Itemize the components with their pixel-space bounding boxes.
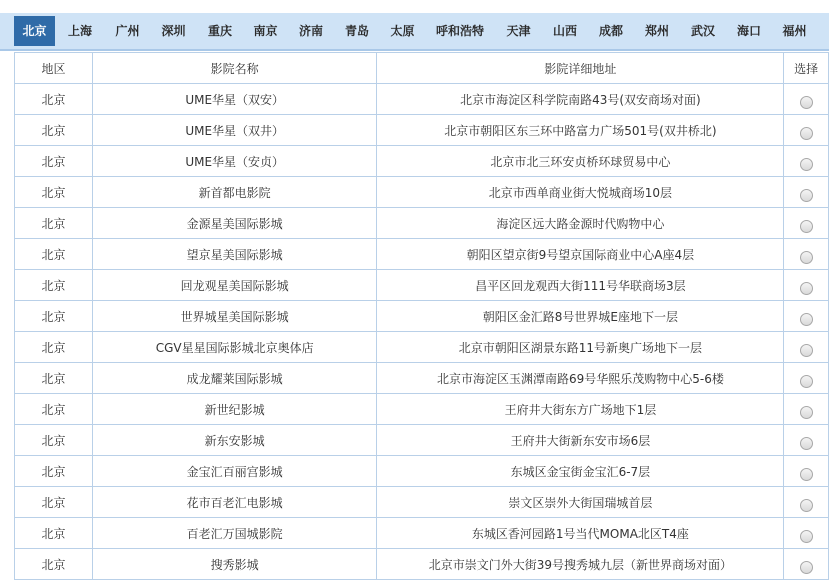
- cell-name: 望京星美国际影城: [92, 239, 376, 270]
- city-tab-wuhan[interactable]: 武汉: [690, 24, 715, 38]
- table-row: [15, 270, 829, 301]
- select-radio-button[interactable]: [800, 158, 813, 171]
- cell-region: 北京: [15, 487, 93, 518]
- cell-select: [784, 425, 829, 456]
- cell-select: [784, 456, 829, 487]
- cell-address: 北京市朝阳区东三环中路富力广场501号(双井桥北): [377, 115, 784, 146]
- cell-name: 金宝汇百丽宫影城: [92, 456, 376, 487]
- cell-name: 新世纪影城: [92, 394, 376, 425]
- cell-region: 北京: [15, 208, 93, 239]
- table-row: [15, 363, 829, 394]
- table-row: [15, 332, 829, 363]
- select-radio-button[interactable]: [800, 437, 813, 450]
- cell-region: 北京: [15, 425, 93, 456]
- cell-address: 北京市海淀区玉渊潭南路69号华熙乐茂购物中心5-6楼: [377, 363, 784, 394]
- table-row: [15, 487, 829, 518]
- city-tab-haikou[interactable]: 海口: [736, 24, 761, 38]
- cell-region: 北京: [15, 177, 93, 208]
- cell-address: 王府井大街新东安市场6层: [377, 425, 784, 456]
- table-row: [15, 456, 829, 487]
- cell-address: 昌平区回龙观西大街111号华联商场3层: [377, 270, 784, 301]
- select-radio-button[interactable]: [800, 282, 813, 295]
- cell-select: [784, 115, 829, 146]
- cell-address: 北京市朝阳区湖景东路11号新奥广场地下一层: [377, 332, 784, 363]
- cinema-table: [14, 52, 829, 580]
- cell-region: 北京: [15, 518, 93, 549]
- city-tab-guangzhou[interactable]: 广州: [115, 24, 140, 38]
- table-body: [15, 84, 829, 580]
- table-row: [15, 425, 829, 456]
- city-tab-zhengzhou[interactable]: 郑州: [644, 24, 669, 38]
- cell-region: 北京: [15, 115, 93, 146]
- table-row: [15, 115, 829, 146]
- cell-region: 北京: [15, 394, 93, 425]
- city-tab-nanjing[interactable]: 南京: [253, 24, 278, 38]
- cell-address: 朝阳区望京街9号望京国际商业中心A座4层: [377, 239, 784, 270]
- city-tab-fuzhou[interactable]: 福州: [782, 24, 807, 38]
- table-row: [15, 549, 829, 580]
- cell-region: 北京: [15, 549, 93, 580]
- city-tab-shanxi[interactable]: 山西: [552, 24, 577, 38]
- select-radio-button[interactable]: [800, 468, 813, 481]
- cell-name: 世界城星美国际影城: [92, 301, 376, 332]
- cell-region: 北京: [15, 456, 93, 487]
- select-radio-button[interactable]: [800, 561, 813, 574]
- table-header-row: [15, 53, 829, 84]
- cell-name: UME华星（安贞）: [92, 146, 376, 177]
- city-tab-shanghai[interactable]: 上海: [67, 24, 92, 38]
- cell-select: [784, 146, 829, 177]
- cell-region: 北京: [15, 270, 93, 301]
- select-radio-button[interactable]: [800, 220, 813, 233]
- cell-name: 花市百老汇电影城: [92, 487, 376, 518]
- cell-select: [784, 270, 829, 301]
- cell-region: 北京: [15, 239, 93, 270]
- column-header-address: 影院详细地址: [377, 53, 784, 84]
- select-radio-button[interactable]: [800, 96, 813, 109]
- city-tab-chengdu[interactable]: 成都: [598, 24, 623, 38]
- table-row: [15, 146, 829, 177]
- table-row: [15, 208, 829, 239]
- city-tab-chongqing[interactable]: 重庆: [207, 24, 232, 38]
- cell-name: CGV星星国际影城北京奥体店: [92, 332, 376, 363]
- table-row: [15, 239, 829, 270]
- cell-name: 新首都电影院: [92, 177, 376, 208]
- city-tab-beijing[interactable]: 北京: [14, 16, 55, 46]
- select-radio-button[interactable]: [800, 530, 813, 543]
- city-tab-jinan[interactable]: 济南: [298, 24, 323, 38]
- cell-select: [784, 394, 829, 425]
- cell-select: [784, 518, 829, 549]
- column-header-region: 地区: [15, 53, 93, 84]
- select-radio-button[interactable]: [800, 375, 813, 388]
- cell-name: 搜秀影城: [92, 549, 376, 580]
- select-radio-button[interactable]: [800, 344, 813, 357]
- city-tab-qingdao[interactable]: 青岛: [344, 24, 369, 38]
- cell-address: 朝阳区金汇路8号世界城E座地下一层: [377, 301, 784, 332]
- cell-select: [784, 239, 829, 270]
- cell-select: [784, 84, 829, 115]
- column-header-select: 选择: [784, 53, 829, 84]
- cell-region: 北京: [15, 84, 93, 115]
- cell-region: 北京: [15, 301, 93, 332]
- cell-name: 成龙耀莱国际影城: [92, 363, 376, 394]
- cell-address: 东城区金宝街金宝汇6-7层: [377, 456, 784, 487]
- cell-address: 北京市崇文门外大街39号搜秀城九层（新世界商场对面）: [377, 549, 784, 580]
- cell-address: 北京市北三环安贞桥环球贸易中心: [377, 146, 784, 177]
- cell-select: [784, 332, 829, 363]
- cell-address: 海淀区远大路金源时代购物中心: [377, 208, 784, 239]
- select-radio-button[interactable]: [800, 127, 813, 140]
- table-row: [15, 394, 829, 425]
- cell-select: [784, 487, 829, 518]
- table-row: [15, 301, 829, 332]
- cell-name: 金源星美国际影城: [92, 208, 376, 239]
- cell-select: [784, 208, 829, 239]
- table-row: [15, 177, 829, 208]
- cell-select: [784, 177, 829, 208]
- cell-region: 北京: [15, 332, 93, 363]
- select-radio-button[interactable]: [800, 499, 813, 512]
- city-tab-taiyuan[interactable]: 太原: [390, 24, 415, 38]
- cell-select: [784, 301, 829, 332]
- cell-name: 新东安影城: [92, 425, 376, 456]
- cell-region: 北京: [15, 146, 93, 177]
- city-tab-bar: [0, 13, 829, 51]
- cell-address: 崇文区崇外大街国瑞城首层: [377, 487, 784, 518]
- city-tab-tianjin[interactable]: 天津: [506, 24, 531, 38]
- cell-address: 东城区香河园路1号当代MOMA北区T4座: [377, 518, 784, 549]
- cell-address: 王府井大街东方广场地下1层: [377, 394, 784, 425]
- select-radio-button[interactable]: [800, 189, 813, 202]
- table-row: [15, 518, 829, 549]
- select-radio-button[interactable]: [800, 251, 813, 264]
- cell-name: 百老汇万国城影院: [92, 518, 376, 549]
- table-row: [15, 84, 829, 115]
- cell-address: 北京市西单商业街大悦城商场10层: [377, 177, 784, 208]
- cell-address: 北京市海淀区科学院南路43号(双安商场对面): [377, 84, 784, 115]
- cell-name: UME华星（双井）: [92, 115, 376, 146]
- cell-name: UME华星（双安）: [92, 84, 376, 115]
- column-header-cinema-name: 影院名称: [92, 53, 376, 84]
- cell-region: 北京: [15, 363, 93, 394]
- cell-select: [784, 363, 829, 394]
- city-tab-shenzhen[interactable]: 深圳: [161, 24, 186, 38]
- cell-name: 回龙观星美国际影城: [92, 270, 376, 301]
- city-tab-hohhot[interactable]: 呼和浩特: [435, 24, 484, 38]
- select-radio-button[interactable]: [800, 313, 813, 326]
- cell-select: [784, 549, 829, 580]
- select-radio-button[interactable]: [800, 406, 813, 419]
